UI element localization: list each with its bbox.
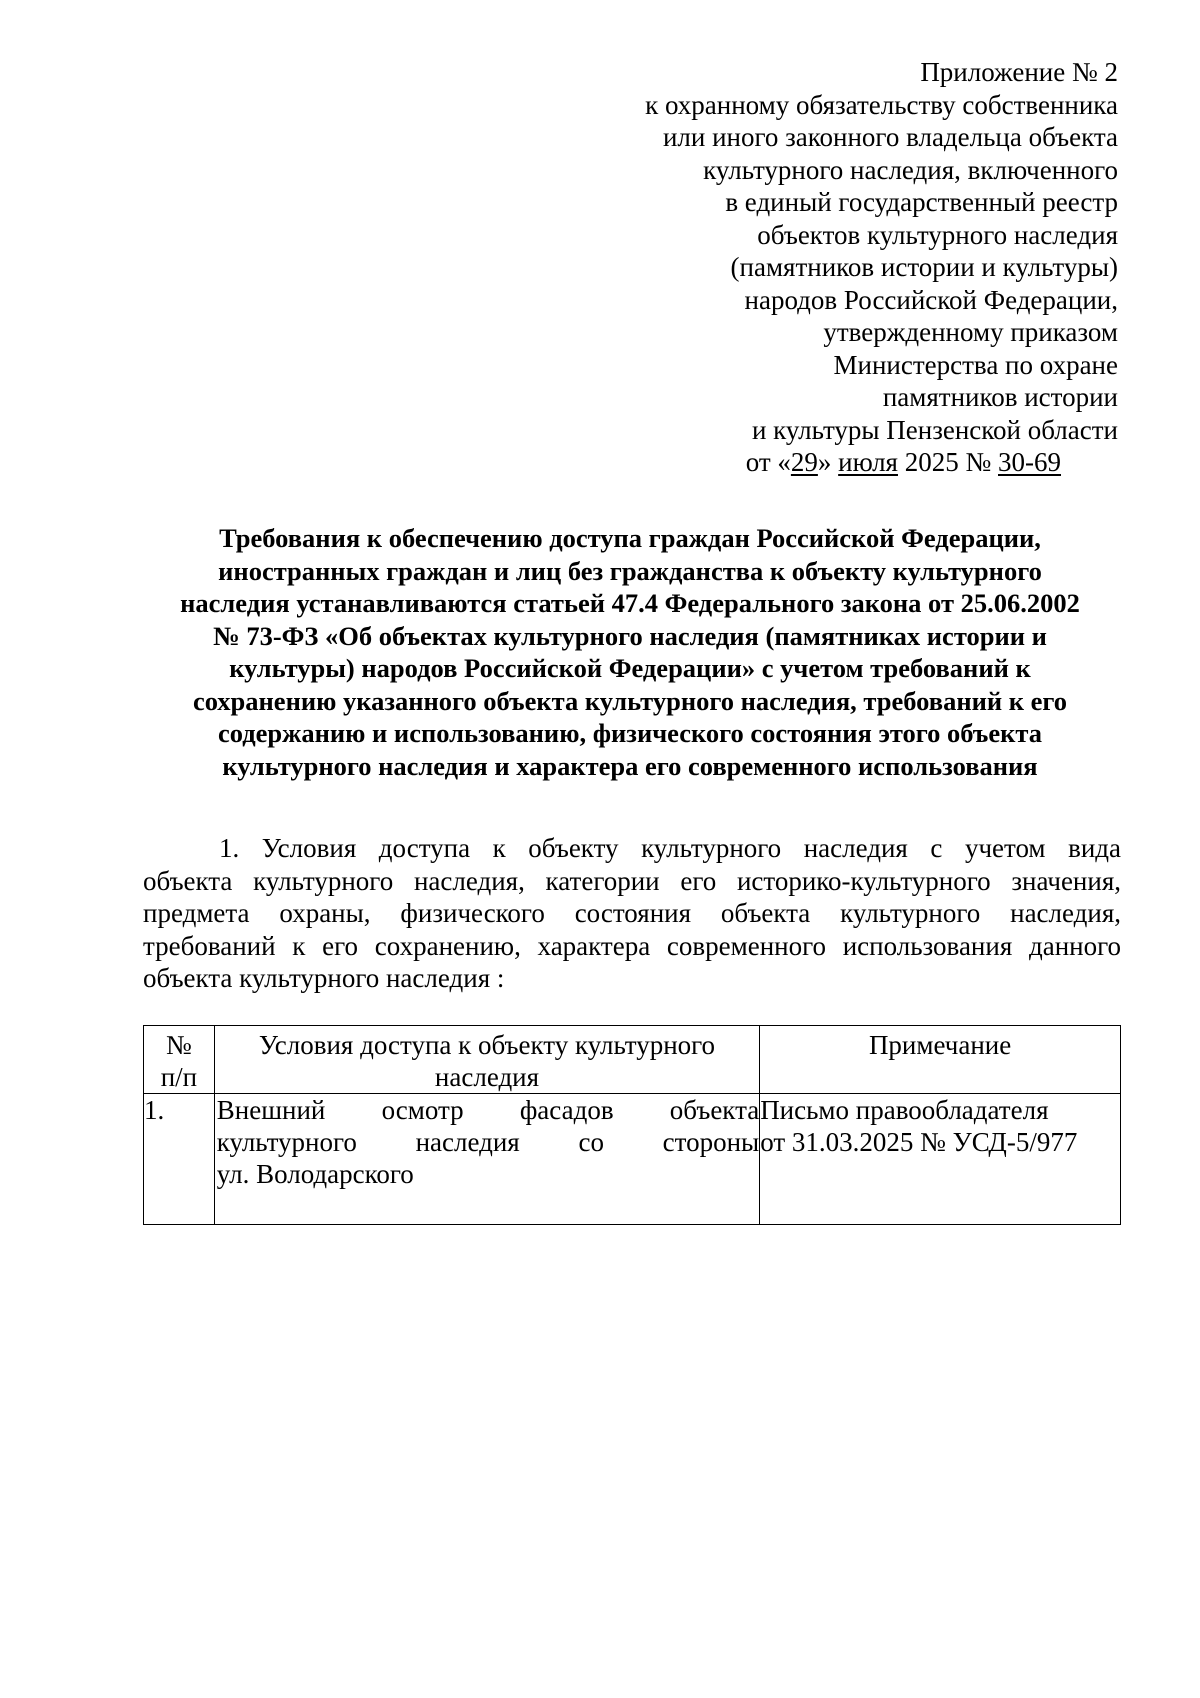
note-line: от 31.03.2025 № УСД-5/977 <box>760 1127 1078 1157</box>
header-conditions-text: Условия доступа к объекту культурного наследия <box>258 1030 716 1092</box>
header-conditions <box>214 1026 759 1094</box>
header-number-symbol: № <box>166 1030 192 1060</box>
date-day: 29 <box>790 447 818 477</box>
paragraph-line: предмета охраны, физического состояния объекта культурного наследия, <box>143 898 1121 928</box>
date-year: 2025 № <box>897 447 998 477</box>
appendix-line: к охранному обязательству собственника <box>645 89 1118 120</box>
order-date-line <box>558 446 1118 479</box>
title-line: № 73-ФЗ «Об объектах культурного наследия (памятниках истории и <box>213 620 1047 651</box>
appendix-line: объектов культурного наследия <box>757 219 1118 250</box>
table-header-row <box>144 1026 1121 1094</box>
note-line: Письмо правообладателя <box>760 1095 1049 1125</box>
date-month: июля <box>838 447 898 477</box>
paragraph-line: объекта культурного наследия : <box>143 963 505 993</box>
header-number <box>144 1026 215 1094</box>
order-number: 30-69 <box>998 447 1061 477</box>
appendix-line: в единый государственный реестр <box>725 187 1118 217</box>
appendix-line: культурного наследия, включенного <box>703 154 1118 185</box>
condition-line: ул. Володарского <box>216 1159 414 1189</box>
title-line: культуры) народов Российской Федерации» с учетом требований к <box>229 653 1031 683</box>
appendix-header <box>558 56 1118 479</box>
title-line: сохранению указанного объекта культурного наследия, требований к его <box>192 685 1068 716</box>
date-prefix: от « <box>745 447 791 477</box>
title-line: культурного наследия и характера его современного использования <box>222 750 1038 781</box>
appendix-line: Приложение № 2 <box>920 57 1118 87</box>
date-separator: » <box>817 447 839 477</box>
row-number: 1. <box>144 1094 215 1225</box>
row-condition <box>214 1094 759 1225</box>
title-line: наследия устанавливаются статьей 47.4 Федерального закона от 25.06.2002 <box>180 588 1080 618</box>
table-row <box>144 1094 1121 1225</box>
row-note <box>760 1094 1121 1225</box>
title-line: содержанию и использованию, физического состояния этого объекта <box>218 718 1042 748</box>
condition-line: культурного наследия со стороны <box>216 1127 760 1157</box>
appendix-line: и культуры Пензенской области <box>751 414 1118 445</box>
title-line: Требования к обеспечению доступа граждан Российской Федерации, <box>219 523 1041 553</box>
appendix-line: памятников истории <box>882 382 1118 412</box>
appendix-line: или иного законного владельца объекта <box>662 122 1118 152</box>
header-note-text: Примечание <box>868 1030 1012 1060</box>
access-requirements-table <box>143 1025 1121 1225</box>
document-title <box>140 522 1120 782</box>
appendix-line: народов Российской Федерации, <box>744 284 1118 315</box>
paragraph-line: 1. Условия доступа к объекту культурного наследия с учетом вида <box>219 833 1121 863</box>
header-number-abbr: п/п <box>160 1062 198 1092</box>
appendix-line: (памятников истории и культуры) <box>730 252 1118 282</box>
title-line: иностранных граждан и лиц без гражданства к объекту культурного <box>218 555 1042 586</box>
access-conditions-paragraph <box>143 832 1121 995</box>
header-note <box>760 1026 1121 1094</box>
paragraph-line: требований к его сохранению, характера современного использования данного <box>143 930 1121 961</box>
condition-line: Внешний осмотр фасадов объекта <box>216 1095 760 1125</box>
appendix-line: утвержденному приказом <box>823 317 1118 347</box>
paragraph-line: объекта культурного наследия, категории его историко-культурного значения, <box>143 865 1121 896</box>
appendix-line: Министерства по охране <box>833 349 1118 380</box>
